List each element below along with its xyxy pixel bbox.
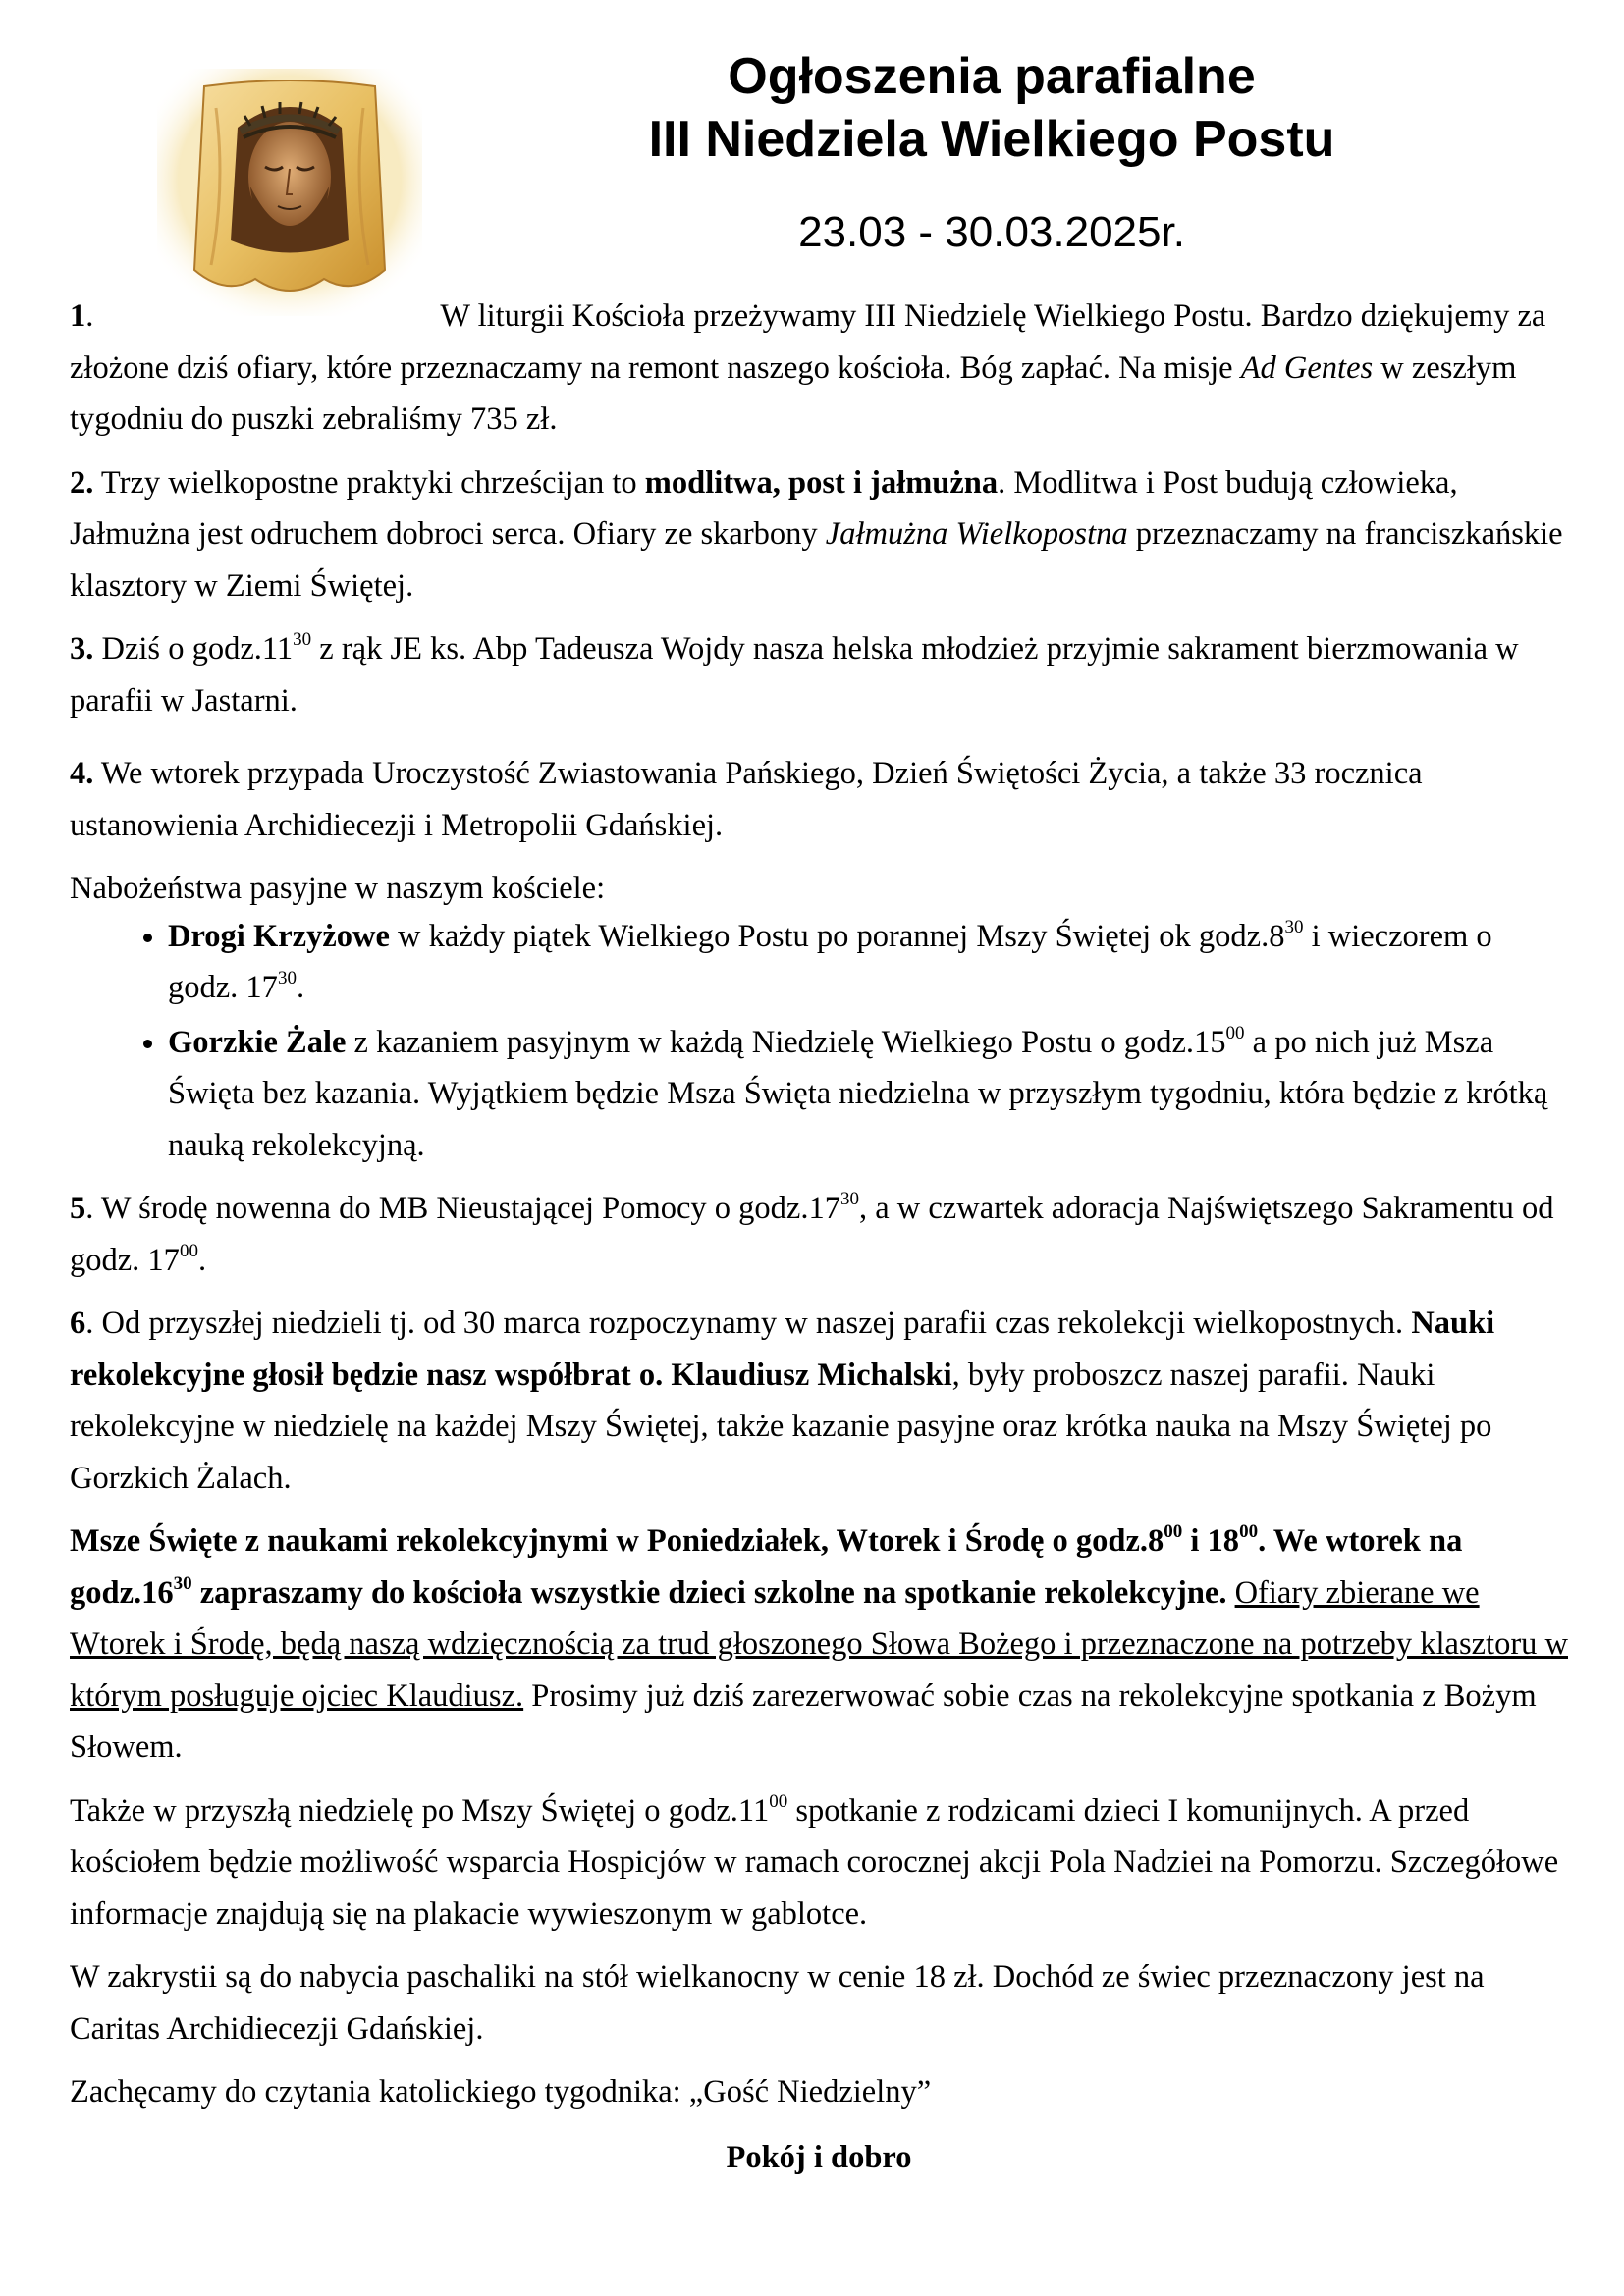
- page-title: Ogłoszenia parafialne: [728, 48, 1256, 105]
- text: Także w przyszłą niedzielę po Mszy Świętej o godz.11: [70, 1792, 770, 1829]
- text: .: [296, 970, 305, 1005]
- announcement-number: 1: [70, 298, 86, 334]
- bold-text: Drogi Krzyżowe: [168, 918, 390, 954]
- bold-text: zapraszamy do kościoła wszystkie dzieci szkolne na spotkanie rekolekcyjne.: [191, 1575, 1227, 1611]
- announcement-1: [70, 291, 1568, 446]
- announcement-2: [70, 457, 1568, 613]
- underlined-text: Ofiary zbierane we Wtorek i Środę, będą naszą wdzięcznością za trud głoszonego Słowa Bożego i przeznaczone na potrzeby klasztoru w którym posługuje ojciec Klaudiusz.: [70, 1575, 1568, 1714]
- time-superscript: 30: [173, 1573, 192, 1594]
- text: spotkanie z rodzicami dzieci I komunijnych. A przed kościołem będzie możliwość wsparcia Hospicjów w ramach corocznej akcji Pola Nadziei na Pomorzu. Szczegółowe informacje znajdują się na plakacie wywieszonym w gablotce.: [70, 1792, 1559, 1932]
- announcement-5: [70, 1183, 1568, 1286]
- text: z kazaniem pasyjnym w każdą Niedzielę Wielkiego Postu o godz.15: [346, 1024, 1226, 1060]
- announcement-number: 2.: [70, 464, 94, 501]
- text: w każdy piątek Wielkiego Postu po porannej Mszy Świętej ok godz.8: [389, 918, 1285, 954]
- text: [1226, 1575, 1234, 1611]
- time-superscript: 30: [839, 1189, 859, 1210]
- italic-text: Ad Gentes: [1240, 349, 1374, 386]
- announcement-number: 4.: [70, 756, 94, 791]
- time-superscript: 00: [1164, 1522, 1183, 1543]
- time-superscript: 30: [1284, 916, 1304, 937]
- paschal-candles-announcement: W zakrystii są do nabycia paschaliki na stół wielkanocny w cenie 18 zł. Dochód ze świec przeznaczony jest na Caritas Archidiecezji Gdańskiej.: [70, 1959, 1485, 2047]
- list-item: [168, 1017, 1568, 1172]
- reading-announcement: Zachęcamy do czytania katolickiego tygodnika: „Gość Niedzielny”: [70, 2074, 932, 2109]
- bold-text: . We wtorek na godz.16: [70, 1523, 1463, 1611]
- text: w zeszłym tygodniu do puszki zebraliśmy 735 zł.: [70, 349, 1517, 437]
- time-superscript: 30: [277, 968, 297, 989]
- announcement-3: [70, 623, 1568, 726]
- bold-text: Gorzkie Żale: [168, 1024, 347, 1060]
- time-superscript: 00: [179, 1240, 198, 1261]
- text: . Od przyszłej niedzieli tj. od 30 marca rozpoczynamy w naszej parafii czas rekolekcji wielkopostnych.: [85, 1306, 1412, 1341]
- date-range: 23.03 - 30.03.2025r.: [798, 208, 1185, 256]
- announcement-6: [70, 1298, 1568, 1504]
- bold-text: modlitwa, post i jałmużna: [644, 464, 999, 501]
- text: i wieczorem o godz. 17: [168, 918, 1492, 1005]
- announcement-4: [70, 748, 1568, 851]
- text: . Modlitwa i Post budują człowieka, Jałmużna jest odruchem dobroci serca. Ofiary ze skarbony: [70, 464, 1458, 552]
- closing-greeting: Pokój i dobro: [726, 2139, 912, 2175]
- text: We wtorek przypada Uroczystość Zwiastowania Pańskiego, Dzień Świętości Życia, a także 33 rocznica ustanowienia Archidiecezji i Metropolii Gdańskiej.: [70, 756, 1423, 843]
- text: W liturgii Kościoła przeżywamy III Niedzielę Wielkiego Postu. Bardzo dziękujemy za złożone dziś ofiary, które przeznaczamy na remont naszego kościoła. Bóg zapłać. Na misje: [70, 298, 1546, 386]
- text: Trzy wielkopostne praktyki chrześcijan to: [93, 464, 645, 501]
- announcement-number: 6: [70, 1306, 86, 1341]
- services-list: [70, 911, 1568, 1172]
- time-superscript: 00: [1239, 1522, 1259, 1543]
- bold-text: Nauki rekolekcyjne głosił będzie nasz współbrat o. Klaudiusz Michalski: [70, 1306, 1495, 1393]
- time-superscript: 00: [1225, 1022, 1245, 1043]
- text: z rąk JE ks. Abp Tadeusza Wojdy nasza helska młodzież przyjmie sakrament bierzmowania w parafii w Jastarni.: [70, 631, 1519, 719]
- time-superscript: 30: [293, 629, 312, 651]
- time-superscript: 00: [769, 1790, 788, 1812]
- meeting-announcement: [70, 1786, 1568, 1941]
- text: Dziś o godz.11: [93, 631, 294, 667]
- text: .: [85, 298, 94, 334]
- announcement-number: 3.: [70, 631, 94, 667]
- text: , były proboszcz naszej parafii. Nauki rekolekcyjne w niedzielę na każdej Mszy Świętej, także kazanie pasyjne oraz krótka nauka na Mszy Świętej po Gorzkich Żalach.: [70, 1357, 1492, 1496]
- services-intro: Nabożeństwa pasyjne w naszym kościele:: [70, 871, 606, 906]
- text: przeznaczamy na franciszkańskie klasztory w Ziemi Świętej.: [70, 516, 1563, 604]
- announcement-number: 5: [70, 1191, 86, 1226]
- veronica-veil-jesus-image: [157, 69, 422, 316]
- list-item: [168, 911, 1568, 1014]
- text: , a w czwartek adoracja Najświętszego Sakramentu od godz. 17: [70, 1191, 1554, 1278]
- bold-text: Msze Święte z naukami rekolekcyjnymi w Poniedziałek, Wtorek i Środę o godz.8: [70, 1523, 1164, 1559]
- text: a po nich już Msza Święta bez kazania. Wyjątkiem będzie Msza Święta niedzielna w przyszłym tygodniu, która będzie z krótką nauką rekolekcyjną.: [168, 1024, 1548, 1163]
- bold-text: i 18: [1182, 1523, 1240, 1559]
- announcements-body: [70, 291, 1568, 2195]
- text: Prosimy już dziś zarezerwować sobie czas na rekolekcyjne spotkania z Bożym Słowem.: [70, 1678, 1537, 1765]
- text: .: [197, 1242, 207, 1278]
- text: . W środę nowenna do MB Nieustającej Pomocy o godz.17: [85, 1191, 840, 1226]
- page-subtitle: III Niedziela Wielkiego Postu: [648, 111, 1335, 168]
- retreat-schedule: [70, 1516, 1568, 1774]
- italic-text: Jałmużna Wielkopostna: [825, 516, 1128, 552]
